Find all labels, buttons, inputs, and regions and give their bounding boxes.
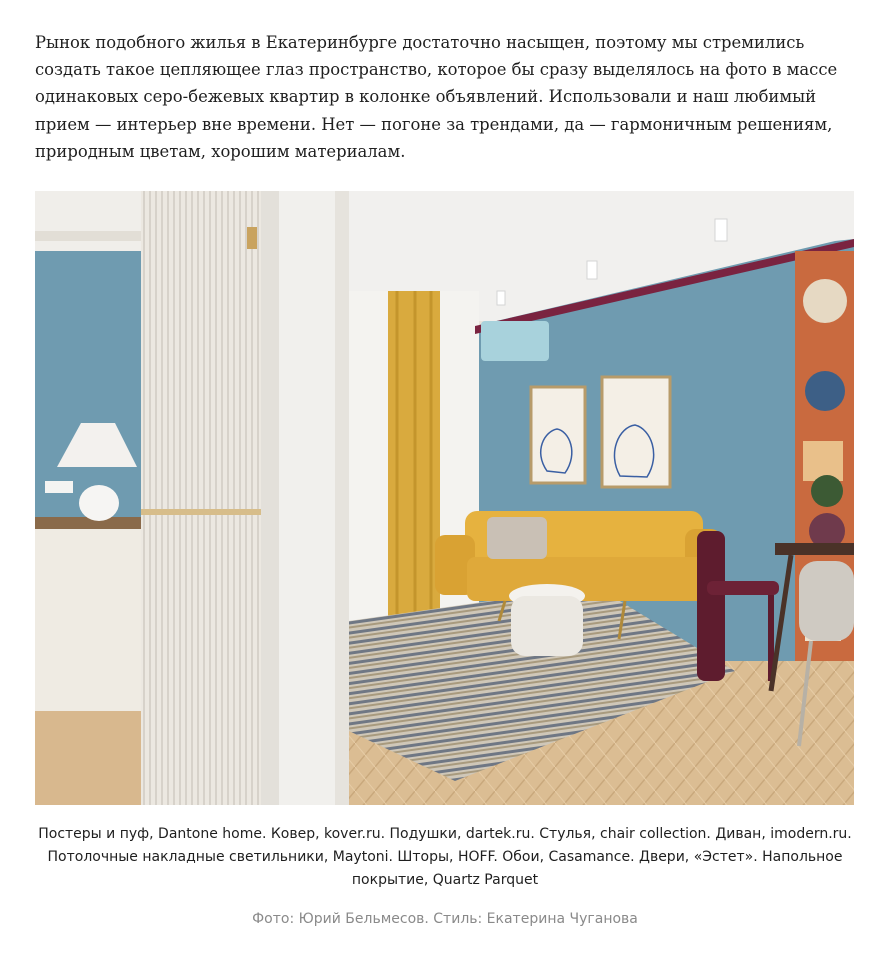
dining-table	[775, 543, 854, 555]
white-dresser	[35, 521, 145, 721]
poster-left	[531, 387, 585, 483]
photo-credit: Фото: Юрий Бельмесов. Стиль: Екатерина Чуганова	[252, 911, 638, 927]
ribbed-door	[141, 191, 265, 805]
photo-caption: Постеры и пуф, Dantone home. Ковер, kover.ru. Подушки, dartek.ru. Стулья, chair collection. Диван, imodern.ru. Потолочные накладные светильники, Maytoni. Шторы, HOFF. Обои, Casamance. Двери, «Эстет». Напольное покрытие, Quartz Parquet	[38, 826, 852, 888]
air-conditioner	[481, 321, 549, 361]
grey-chair	[799, 561, 854, 641]
burgundy-chair	[697, 531, 725, 681]
door-hinge	[247, 227, 257, 249]
living-room-illustration	[35, 191, 854, 805]
door-frame	[261, 191, 279, 805]
article-paragraph: Рынок подобного жилья в Екатеринбурге достаточно насыщен, поэтому мы стремились создать такое цепляющее глаз пространство, которое бы сразу выделялось на фото в массе одинаковых серо-бежевых квартир в колонке объявлений. Использовали и наш любимый прием — интерьер вне времени. Нет — погоне за трендами, да — гармоничным решениям, природным цветам, хорошим материалам.	[35, 33, 838, 161]
plant	[811, 475, 843, 507]
interior-photo	[35, 191, 854, 805]
cushion	[487, 517, 547, 559]
poster-right	[602, 377, 670, 487]
